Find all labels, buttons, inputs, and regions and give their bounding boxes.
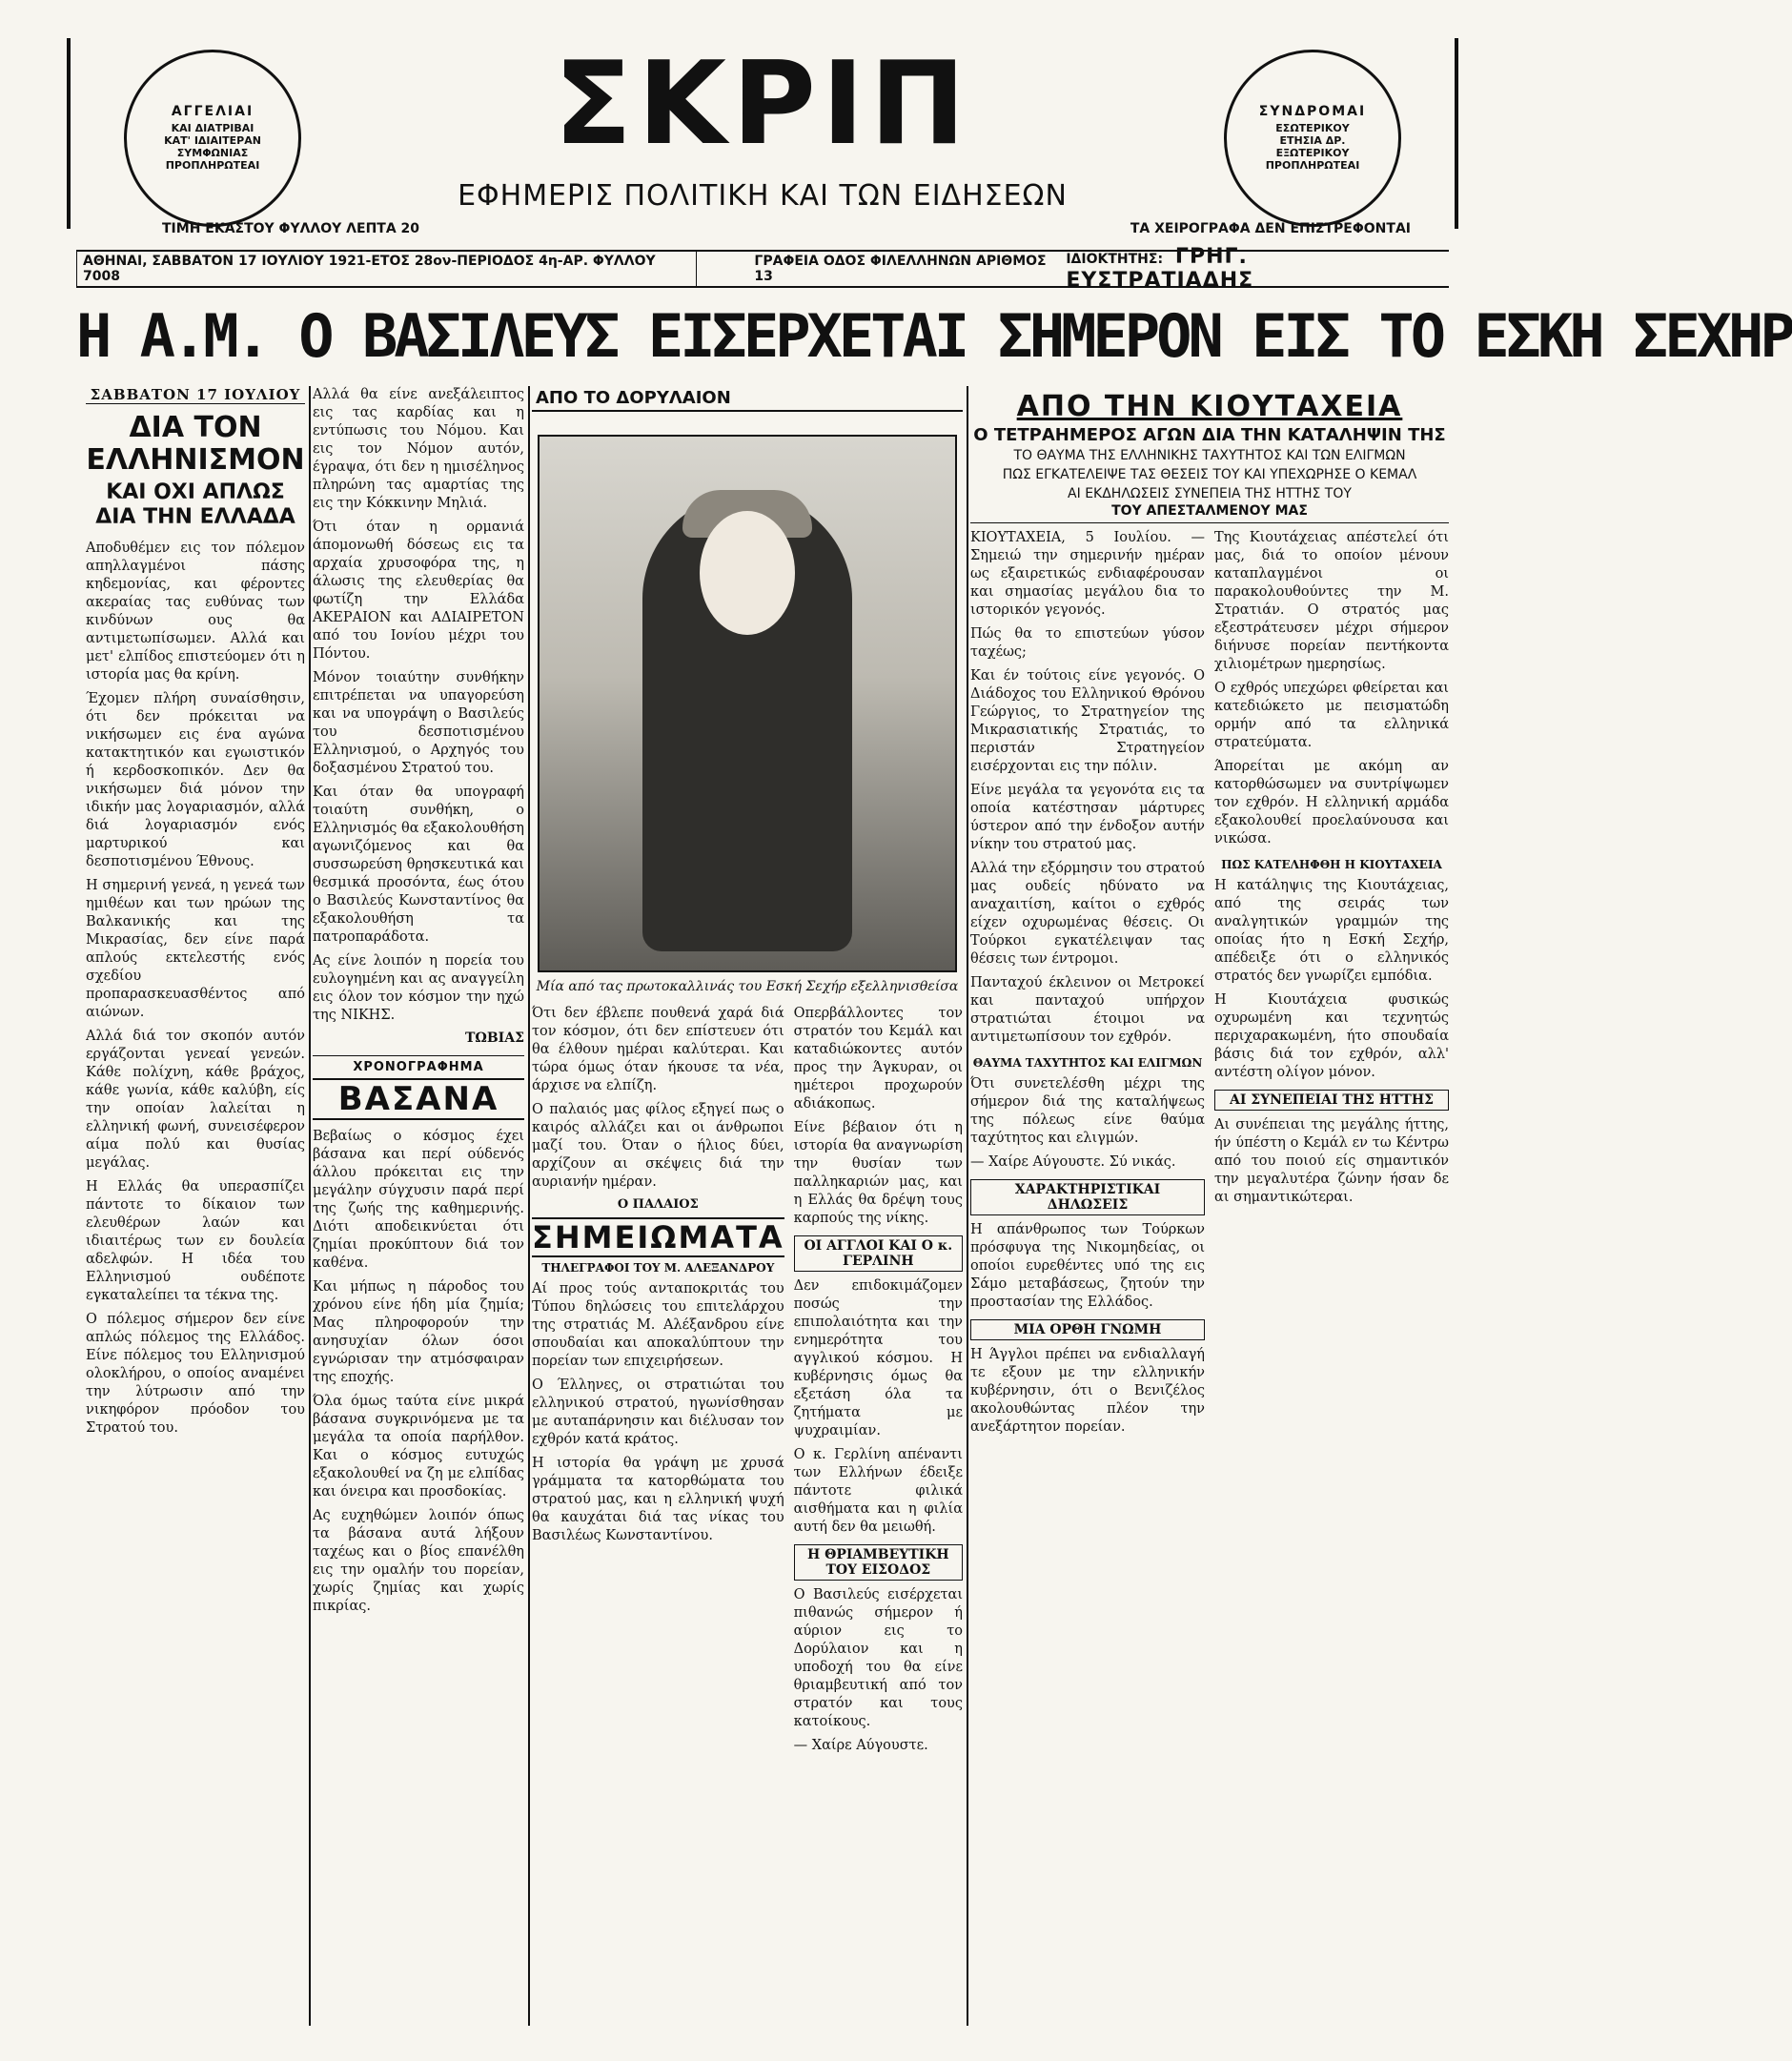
paragraph: Της Κιουτάχειας απέστελεί ότι μας, διά το οποίον μένουν καταπλαγμένοι οι παρακολουθούντες την Μ. Στρατιάν. Ο στρατός μας εξεστράτευσεν μέχρι σήμερον διήνυσε πορείαν πεντήκοντα χιλιομέτρων ημερησίως. [1214, 530, 1449, 672]
paragraph: Ο κ. Γερλίνη απέναντι των Ελλήνων έδειξε πάντοτε φιλικά αισθήματα και η φιλία αυτή δεν θα μειωθή. [793, 1447, 963, 1535]
report-line: ΤΟ ΘΑΥΜΑ ΤΗΣ ΕΛΛΗΝΙΚΗΣ ΤΑΧΥΤΗΤΟΣ ΚΑΙ ΤΩΝ ΕΛΙΓΜΩΝ [1013, 448, 1406, 463]
article-heading: Η ΘΡΙΑΜΒΕΥΤΙΚΗ ΤΟΥ ΕΙΣΟΔΟΣ [794, 1544, 963, 1581]
seal-text: ΠΡΟΠΛΗΡΩΤΕΑΙ [165, 158, 260, 172]
offices-address: ΓΡΑΦΕΙΑ ΟΔΟΣ ΦΙΛΕΛΛΗΝΩΝ ΑΡΙΘΜΟΣ 13 [754, 254, 1047, 284]
paragraph: Η Κιουτάχεια φυσικώς οχυρωμένη και τεχνητώς περιχαρακωμένη, ήτο σπουδαία βάσις διά τον εχθρόν, αλλ' αντέστη ολίγον μόνον. [1214, 992, 1449, 1080]
paragraph: Όλα όμως ταύτα είνε μικρά βάσανα συγκρινόμενα με τα μεγάλα τα οποία παρήλθον. Και ο κόσμος ευτυχώς εξακολουθεί να ζη με ελπίδας και όνειρα και προσδοκίας. [313, 1394, 524, 1500]
report-line: ΑΙ ΕΚΔΗΛΩΣΕΙΣ ΣΥΝΕΠΕΙΑ ΤΗΣ ΗΤΤΗΣ ΤΟΥ [1068, 486, 1352, 501]
paragraph: Έχομεν πλήρη συναίσθησιν, ότι δεν πρόκειται να νικήσωμεν εις ένα αγώνα κατακτητικόν και εγωιστικόν ή κερδοσκοπικόν. Δεν θα νικήσωμεν διά μόνον την ιδικήν μας λογαριασμόν, αλλά διά λογαριασμόν ενός μαρτυρικού και δεσποτισμένου Έθνους. [86, 691, 305, 869]
newspaper-title: ΣΚΡΙΠ [554, 38, 971, 171]
paragraph: Και μήπως η πάροδος του χρόνου είνε ήδη μία ζημία; Μας πληροφορούν την ανησυχίαν όλων όσοι εγνώρισαν την ατμόσφαιραν της εποχής. [313, 1279, 524, 1385]
subcolumn-right [794, 1005, 963, 1761]
paragraph: Ότι δεν έβλεπε πουθενά χαρά διά τον κόσμον, ότι δεν επίστευεν ότι θα έλθουν ημέραι καλύτεραι. Και τώρα όμως όταν ήκουσε τα νέα, άρχισε να ελπίζη. [532, 1006, 784, 1093]
seal-text: ΕΣΩΤΕΡΙΚΟΥ [1275, 121, 1350, 134]
issue-date: ΑΘΗΝΑΙ, ΣΑΒΒΑΤΟΝ 17 ΙΟΥΛΙΟΥ 1921-ΕΤΟΣ 28ον-ΠΕΡΙΟΔΟΣ 4η-ΑΡ. ΦΥΛΛΟΥ 7008 [76, 251, 697, 287]
column-editorial-continued [313, 386, 524, 2026]
paragraph: Ο Έλληνες, οι στρατιώται του ελληνικού στρατού, ηγωνίσθησαν με αυταπάρνησιν και διέλυσαν τον εχθρόν κατά κράτος. [532, 1377, 784, 1447]
paragraph: Η σημερινή γενεά, η γενεά των ημιθέων και των ηρώων της Βαλκανικής και της Μικρασίας, δεν είνε παρά απλούς εκτελεστής ενός σχεδίου προπαρασκευασθέντος από αιώνων. [86, 878, 305, 1020]
newspaper-subtitle: ΕΦΗΜΕΡΙΣ ΠΟΛΙΤΙΚΗ ΚΑΙ ΤΩΝ ΕΙΔΗΣΕΩΝ [458, 179, 1068, 213]
column-rule [967, 386, 968, 2026]
column-rule [528, 386, 530, 2026]
two-column-block [970, 529, 1449, 1442]
paragraph: Η απάνθρωπος των Τούρκων πρόσφυγα της Νικομηδείας, οι οποίοι ευρεθέντες υπό της εις Σάμο μεταβάσεως, ζητούν την προστασίαν της Ελλάδος. [970, 1222, 1205, 1310]
subcolumn-right [1214, 529, 1449, 1442]
manuscripts-notice: ΤΑ ΧΕΙΡΟΓΡΑΦΑ ΔΕΝ ΕΠΙΣΤΡΕΦΟΝΤΑΙ [1130, 221, 1411, 236]
paragraph: Ότι συνετελέσθη μέχρι της σήμερον διά της καταλήψεως της πόλεως είνε θαύμα ταχύτητος και ελιγμών. [970, 1076, 1205, 1146]
paragraph: Η Ελλάς θα υπερασπίζει πάντοτε το δίκαιον των ελευθέρων λαών και ιδιαιτέρως των εν δουλεία αδελφών. Η ιδέα του Ελληνισμού ουδέποτε εγκαταλείπει τα τέκνα της. [86, 1179, 305, 1303]
paragraph: Ότι όταν η ορμανιά άπομονωθή δόσεως εις τα αρχαία χρυσοφόρα της, η άλωσις της ελευθερίας θα φωτίζη την Ελλάδα ΑΚΕΡΑΙΟΝ και ΑΔΙΑΙΡΕΤΟΝ από του Ιονίου μέχρι του Πόντου. [313, 520, 524, 662]
paragraph: Πώς θα το επιστεύων γύσον ταχέως; [970, 626, 1205, 660]
article-heading: ΟΙ ΑΓΓΛΟΙ ΚΑΙ Ο κ. ΓΕΡΛΙΝΗ [794, 1235, 963, 1272]
report-subtitle: Ο ΤΕΤΡΑΗΜΕΡΟΣ ΑΓΩΝ ΔΙΑ ΤΗΝ ΚΑΤΑΛΗΨΙΝ ΤΗΣ [973, 425, 1446, 445]
paragraph: Αλλά την εξόρμησιν του στρατού μας ουδείς ηδύνατο να αναχαιτίση, καίτοι ο εχθρός είχεν οχυρωμένας θέσεις. Οι Τούρκοι εγκατέλειψαν τας θέσεις των έντρομοι. [970, 861, 1205, 967]
paragraph: Αί προς τούς ανταποκριτάς του Τύπου δηλώσεις του επιτελάρχου της στρατιάς Μ. Αλέξανδρου είνε σπουδαίαι και αποκαλύπτουν την πορείαν των επιχειρήσεων. [532, 1281, 784, 1369]
seal-text: ΣΥΜΦΩΝΙΑΣ [176, 146, 249, 159]
paragraph: Και όταν θα υπογραφή τοιαύτη συνθήκη, ο Ελληνισμός θα εξακολουθήση αγωνιζόμενος και θα συσσωρεύση θρησκευτικά και θεσμικά προσόντα, έως ότου ο Βασιλεύς Κωνσταντίνος θα εξακολουθήση τα πατροπαράδοτα. [313, 785, 524, 945]
paragraph: Είνε μεγάλα τα γεγονότα εις τα οποία κατέστησαν μάρτυρες ύστερον από την ένδοξον αυτήν νίκην του στρατού μας. [970, 783, 1205, 852]
owner-name: ΓΡΗΓ. ΕΥΣΤΡΑΤΙΑΔΗΣ [1066, 245, 1254, 293]
paragraph: Αλλά διά τον σκοπόν αυτόν εργάζονται γενεαί γενεών. Κάθε πολίχνη, κάθε βράχος, κάθε γωνία, κάθε καλύβη, είς την οποίαν λαλείται η ελληνική φωνή, συνεισέφερον αίμα πολύ και θυσίας μεγάλας. [86, 1029, 305, 1171]
article-heading: ΘΑΥΜΑ ΤΑΧΥΤΗΤΟΣ ΚΑΙ ΕΛΙΓΜΩΝ [972, 1056, 1203, 1070]
subscription-seal [1224, 50, 1401, 227]
notes-title: ΣΗΜΕΙΩΜΑΤΑ [532, 1219, 784, 1255]
subcolumn-left [532, 1005, 784, 1761]
column-rule [309, 386, 311, 2026]
article-heading: ΜΙΑ ΟΡΘΗ ΓΝΩΜΗ [970, 1319, 1205, 1340]
report-line: ΠΩΣ ΕΓΚΑΤΕΛΕΙΨΕ ΤΑΣ ΘΕΣΕΙΣ ΤΟΥ ΚΑΙ ΥΠΕΧΩΡΗΣΕ Ο ΚΕΜΑΛ [1002, 467, 1417, 482]
subcolumn-left [970, 529, 1205, 1442]
seal-text: ΚΑΤ' ΙΔΙΑΙΤΕΡΑΝ [164, 133, 261, 147]
paragraph: Άπορείται με ακόμη αν κατορθώσωμεν να συντρίψωμεν τον εχθρόν. Η ελληνική αρμάδα εξακολουθεί προελαύνουσα και νικώσα. [1214, 759, 1449, 847]
seal-text: ΚΑΙ ΔΙΑΤΡΙΒΑΙ [171, 121, 255, 134]
editorial-subtitle: ΚΑΙ ΟΧΙ ΑΠΛΩΣ ΔΙΑ ΤΗΝ ΕΛΛΑΔΑ [95, 480, 295, 529]
paragraph: Ας ευχηθώμεν λοιπόν όπως τα βάσανα αυτά λήξουν ταχέως και ο βίος επανέλθη εις την ομαλήν του πορείαν, χωρίς ζημίας και χωρίς πικρίας. [313, 1508, 524, 1614]
seal-text: ΑΓΓΕΛΙΑΙ [171, 103, 255, 119]
two-column-block [532, 1005, 963, 1761]
column-editorial [86, 386, 305, 2026]
vine-ornament-right [1397, 38, 1458, 229]
main-headline: Η Α.Μ. Ο ΒΑΣΙΛΕΥΣ ΕΙΣΕΡΧΕΤΑΙ ΣΗΜΕΡΟΝ ΕΙΣ ΤΟ ΕΣΚΗ ΣΕΧΗΡ [76, 301, 1792, 371]
advertising-seal [124, 50, 301, 227]
vine-ornament-left [67, 38, 128, 229]
chronicle-kicker: ΧΡΟΝΟΓΡΑΦΗΜΑ [313, 1055, 524, 1074]
paragraph: Αι συνέπειαι της μεγάλης ήττης, ήν ύπέστη ο Κεμάλ εν τω Κέντρω από του ποιού είς σημαντικόν την μεγαλυτέρα ζώνην ήσαν δε αι σημαντικώτεραι. [1214, 1117, 1449, 1205]
price-line: ΤΙΜΗ ΕΚΑΣΤΟΥ ΦΥΛΛΟΥ ΛΕΠΤΑ 20 [162, 221, 420, 236]
paragraph: Μόνον τοιαύτην συνθήκην επιτρέπεται να υπαγορεύση και να υπογράψη ο Βασιλεύς του δεσποτισμένου Ελληνισμού, ο Αρχηγός του δοξασμένου Στρατού του. [313, 670, 524, 776]
report-title: ΑΠΟ ΤΗΝ ΚΙΟΥΤΑΧΕΙΑ [1016, 390, 1403, 423]
article-heading: ΑΙ ΣΥΝΕΠΕΙΑΙ ΤΗΣ ΗΤΤΗΣ [1214, 1090, 1449, 1111]
owner-label: ΙΔΙΟΚΤΗΤΗΣ: [1066, 252, 1164, 267]
paragraph: Πανταχού έκλεινον οι Μετροκεί και πανταχού υπήρχον στρατιώται έτοιμοι να αντιμετωπίσουν τον εχθρόν. [970, 975, 1205, 1045]
correspondent-line: ΤΟΥ ΑΠΕΣΤΑΛΜΕΝΟΥ ΜΑΣ [970, 503, 1449, 523]
paragraph: Δεν επιδοκιμάζομεν ποσώς την επιπολαιότητα και την ενημερότητα του αγγλικού κόσμου. Η κυβέρνησις όμως θα εξετάση όλα τα ζητήματα με ψυχραιμίαν. [793, 1278, 963, 1439]
paragraph: Αποδυθέμεν εις τον πόλεμον απηλλαγμένοι πάσης κηδεμονίας, και φέροντες ακεραίας τας ευθύνας των κινδύνων ους θα αντιμετωπίσωμεν. Αλλά και μετ' ελπίδος επιστεύομεν ότι η ιστορία μας θα κρίνη. [86, 541, 305, 683]
column-dorylaion [532, 386, 963, 2026]
photo-face [700, 511, 795, 635]
paragraph: Ο παλαιός μας φίλος εξηγεί πως ο καιρός αλλάζει και οι άνθρωποι μαζί του. Όταν ο ήλιος δύει, αρχίζουν αι σκέψεις διά την αυριανήν ημέραν. [532, 1102, 784, 1190]
paragraph: Ο Βασιλεύς εισέρχεται πιθανώς σήμερον ή αύριον εις το Δορύλαιον και η υποδοχή του θα είνε θριαμβευτική από τον στρατόν και τους κατοίκους. [793, 1587, 963, 1729]
section-heading: ΑΠΟ ΤΟ ΔΟΡΥΛΑΙΟΝ [532, 386, 963, 412]
masthead [57, 38, 1468, 238]
paragraph: Ο πόλεμος σήμερον δεν είνε απλώς πόλεμος της Ελλάδος. Είνε πόλεμος του Ελληνισμού ολοκλήρου, ο οποίος αναμένει την λύτρωσιν από την νικηφόρον πρόοδον του Στρατού του. [86, 1312, 305, 1436]
chronicle-title: ΒΑΣΑΝΑ [313, 1078, 524, 1120]
editorial-title: ΔΙΑ ΤΟΝ ΕΛΛΗΝΙΣΜΟΝ [86, 411, 305, 477]
owner [1066, 245, 1439, 293]
paragraph: Η ιστορία θα γράψη με χρυσά γράμματα τα κατορθώματα του στρατού μας, και η ελληνική ψυχή θα καυχάται διά τας νίκας του Βασιλέως Κωνσταντίνου. [532, 1456, 784, 1543]
paragraph: Ο εχθρός υπεχώρει φθείρεται και κατεδιώκετο με πεισματώδη ορμήν από τα ελληνικά στρατεύματα. [1214, 681, 1449, 750]
portrait-photo [538, 435, 957, 972]
paragraph: ΚΙΟΥΤΑΧΕΙΑ, 5 Ιουλίου. — Σημειώ την σημερινήν ημέραν ως εξαιρετικώς ενδιαφέρουσαν και σημασίας μεγάλου δια το ιστορικόν γεγονός. [970, 530, 1205, 618]
article-heading: ΧΑΡΑΚΤΗΡΙΣΤΙΚΑΙ ΔΗΛΩΣΕΙΣ [970, 1179, 1205, 1215]
paragraph: Βεβαίως ο κόσμος έχει βάσανα και περί ούδενός άλλου πρόκειται εις την μεγάλην σύγχυσιν παρά περί της ζωής της καθημερινής. Διότι αποδεικνύεται ότι ζημίαι προκύπτουν διά τον καθένα. [313, 1129, 524, 1271]
byline: Ο ΠΑΛΑΙΟΣ [617, 1197, 699, 1212]
paragraph: Και έν τούτοις είνε γεγονός. Ο Διάδοχος του Ελληνικού Θρόνου Γεώργιος, το Στρατηγείον της Μικρασιατικής Στρατιάς, το περιστάν Στρατηγείον εισέρχονται εις την πόλιν. [970, 668, 1205, 774]
photo-caption: Μία από τας πρωτοκαλλινάς του Εσκή Σεχήρ εξελληνισθείσα [536, 979, 959, 994]
issue-info-bar [76, 245, 1449, 293]
seal-text: ΠΡΟΠΛΗΡΩΤΕΑΙ [1265, 158, 1360, 172]
paragraph: — Χαίρε Αύγουστε. Σύ νικάς. [970, 1154, 1176, 1170]
paragraph: Η Άγγλοι πρέπει να ενδιαλλαγή τε εξουν με την ελληνικήν κυβέρνησιν, ότι ο Βενιζέλος ακολουθώντας πλέον την ανεξάρτητον πορείαν. [970, 1347, 1205, 1435]
dateline: ΣΑΒΒΑΤΟΝ 17 ΙΟΥΛΙΟΥ [86, 386, 305, 404]
paragraph: Είνε βέβαιον ότι η ιστορία θα αναγνωρίση την θυσίαν των παλληκαριών μας, και η Ελλάς θα δρέψη τους καρπούς της νίκης. [793, 1120, 963, 1226]
paragraph: Οπερβάλλοντες τον στρατόν του Κεμάλ και καταδιώκοντες αυτόν προς την Άγκυραν, οι ημέτεροι προχωρούν αδιάκοπως. [793, 1006, 963, 1112]
paragraph: Η κατάληψις της Κιουτάχειας, από της σειράς των αναλγητικών γραμμών της οποίας ήτο η Εσκή Σεχήρ, απέδειξε ότι ο ελληνικός στρατός δεν γνωρίζει εμπόδια. [1214, 878, 1449, 984]
paragraph: Ας είνε λοιπόν η πορεία του ευλογημένη και ας αναγγείλη εις όλον τον κόσμον την ηχώ της ΝΙΚΗΣ. [313, 953, 524, 1023]
seal-text: ΕΞΩΤΕΡΙΚΟΥ [1275, 146, 1350, 159]
article-heading: ΠΩΣ ΚΑΤΕΛΗΦΘΗ Η ΚΙΟΥΤΑΧΕΙΑ [1221, 858, 1442, 871]
paragraph: — Χαίρε Αύγουστε. [793, 1738, 928, 1753]
author-signature: ΤΩΒΙΑΣ [464, 1030, 524, 1046]
paragraph: Αλλά θα είνε ανεξάλειπτος εις τας καρδίας και η εντύπωσις του Νόμου. Και εις τον Νόμον αυτόν, έγραψα, ότι δεν η ημισέληνος πληρώνη τας αμαρτίας της εις την Κόκκινην Μηλιά. [313, 387, 524, 511]
column-kioutacheia [970, 386, 1449, 2026]
seal-text: ΕΤΗΣΙΑ ΔΡ. [1279, 133, 1346, 147]
notes-subtitle: ΤΗΛΕΓΡΑΦΟΙ ΤΟΥ Μ. ΑΛΕΞΑΝΔΡΟΥ [541, 1261, 775, 1275]
seal-text: ΣΥΝΔΡΟΜΑΙ [1258, 103, 1367, 119]
